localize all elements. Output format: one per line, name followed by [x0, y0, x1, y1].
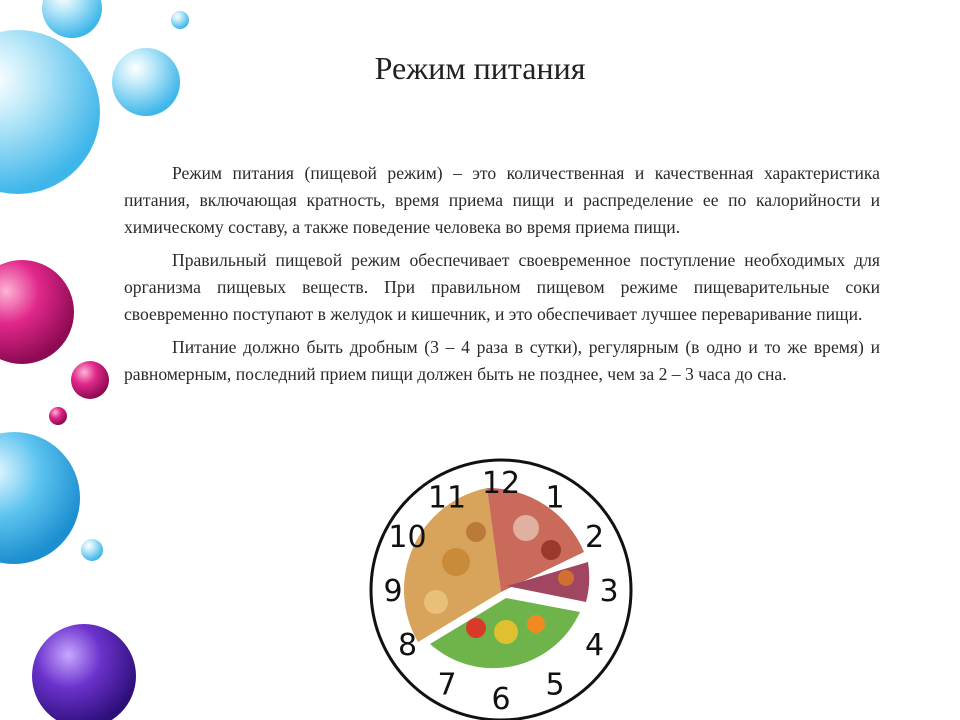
clock-number-11: 11 [427, 480, 467, 516]
bubble-blue-small-top [42, 0, 102, 38]
clock-number-8: 8 [397, 628, 418, 663]
paragraph-proper-regime: Правильный пищевой режим обеспечивает своевременное поступление необходимых для организма пищевых веществ. При правильном пищевом режиме пищеварительные соки своевременно поступают в желудок и кишечник, и это обеспечивает лучшее переваривание пищи. [124, 250, 880, 324]
content-body [124, 160, 880, 394]
paragraph-meal-frequency: Питание должно быть дробным (3 – 4 раза в сутки), регулярным (в одно и то же время) и равномерным, последний прием пищи должен быть не позднее, чем за 2 – 3 часа до сна. [124, 337, 880, 384]
food-detail [466, 618, 486, 638]
bubble-magenta-medium [71, 361, 109, 399]
clock-number-12: 12 [481, 466, 521, 501]
food-detail [442, 548, 470, 576]
clock-number-7: 7 [437, 667, 457, 703]
food-clock-illustration [366, 452, 636, 720]
bubble-magenta-large [0, 260, 74, 364]
food-detail [424, 590, 448, 614]
page-title: Режим питания [374, 50, 586, 86]
paragraph-definition: Режим питания (пищевой режим) – это количественная и качественная характеристика питания, включающая кратность, время приема пищи и распределение ее по калорийности и химическому составу, а также поведение человека во время приема пищи. [124, 163, 880, 237]
food-detail [527, 615, 545, 633]
clock-number-6: 6 [491, 682, 511, 717]
clock-number-4: 4 [584, 628, 605, 663]
food-detail [541, 540, 561, 560]
bubble-blue-lower [0, 432, 80, 564]
bubble-blue-tiny-top [171, 11, 189, 29]
clock-number-9: 9 [383, 574, 403, 609]
food-detail [558, 570, 574, 586]
clock-number-2: 2 [584, 520, 605, 555]
food-detail [494, 620, 518, 644]
clock-number-3: 3 [599, 574, 619, 609]
food-detail [513, 515, 539, 541]
clock-number-5: 5 [545, 667, 565, 703]
bubble-magenta-small [49, 407, 67, 425]
clock-number-1: 1 [545, 480, 565, 516]
clock-number-10: 10 [388, 520, 427, 555]
bubble-purple-large [32, 624, 136, 720]
food-detail [466, 522, 486, 542]
bubble-blue-tiny-lower [81, 539, 103, 561]
